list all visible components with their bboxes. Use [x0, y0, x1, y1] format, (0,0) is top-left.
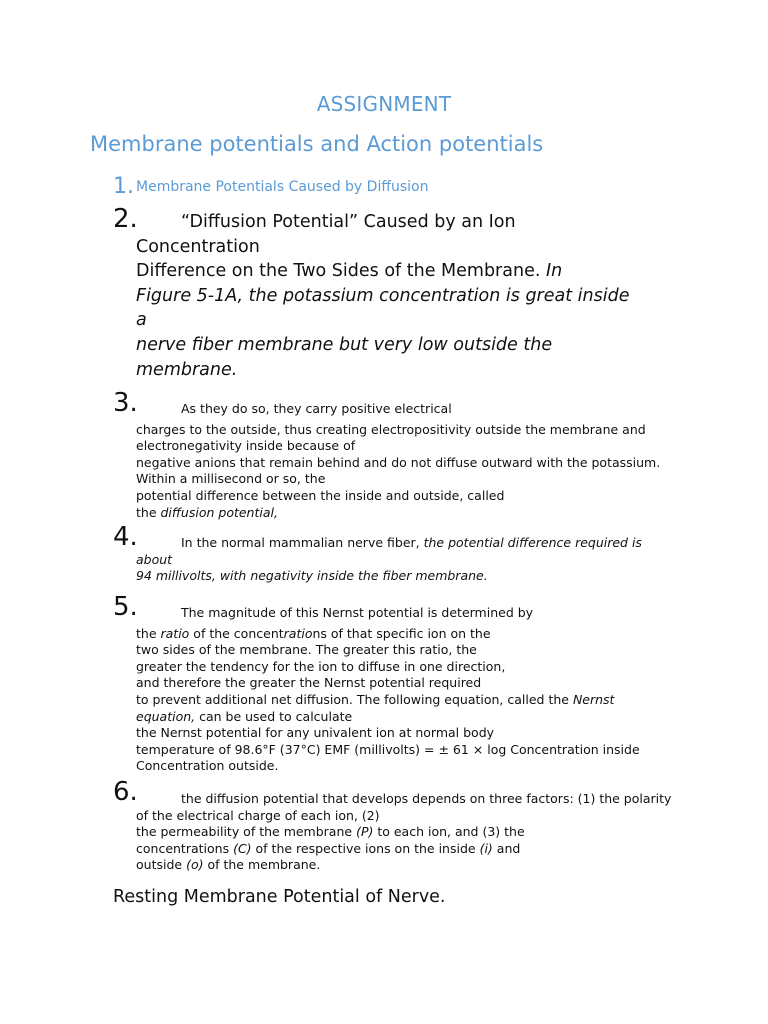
item-line [136, 626, 640, 643]
section-heading: Resting Membrane Potential of Nerve. [113, 887, 446, 907]
item-number: 6. [113, 777, 138, 807]
item-text [136, 210, 629, 382]
item-line: Membrane Potentials Caused by Diffusion [136, 179, 429, 195]
item-line-italic: membrane. [136, 359, 238, 380]
item-line-italic: (P) [356, 824, 374, 840]
item-line: Concentration outside. [136, 758, 279, 774]
item-line [136, 308, 629, 333]
item-line-text: outside (o) of the membrane. [136, 857, 321, 873]
item-line-italic: Figure 5-1A, the potassium concentration is great inside [136, 285, 630, 306]
item-line-italic: (i) [479, 840, 493, 856]
item-number: 1. [113, 174, 134, 199]
item-line: the diffusion potential that develops depends on three factors: (1) the polarity [181, 791, 672, 806]
item-line [136, 857, 671, 874]
item-line: and therefore the greater the Nernst potential required [136, 675, 482, 691]
item-line-text: the ratio of the concentrations of that specific ion on the [136, 625, 491, 641]
document-title: ASSIGNMENT [316, 92, 452, 116]
item-line-italic: Nernst [572, 691, 615, 707]
item-line: two sides of the membrane. The greater this ratio, the [136, 642, 477, 658]
item-line: Within a millisecond or so, the [136, 471, 326, 487]
document-subtitle: Membrane potentials and Action potentials [90, 132, 544, 156]
item-line [136, 333, 629, 358]
item-line-italic: (C) [233, 840, 252, 856]
item-line-italic: equation, [136, 708, 196, 724]
item-line: The magnitude of this Nernst potential is determined by [181, 605, 534, 620]
item-line-italic: the potential difference required is [423, 535, 642, 550]
item-line [136, 259, 629, 284]
item-line-text: Difference on the Two Sides of the Membrane. In [136, 261, 563, 282]
item-line: greater the tendency for the ion to diffuse in one direction, [136, 658, 506, 674]
item-line [136, 358, 629, 383]
item-line [136, 568, 642, 585]
item-line [136, 824, 671, 841]
item-line: charges to the outside, thus creating electropositivity outside the membrane and [136, 421, 646, 437]
item-line [136, 535, 642, 552]
item-text [136, 535, 642, 585]
item-line: temperature of 98.6°F (37°C) EMF (millivolts) = ± 61 × log Concentration inside [136, 741, 640, 757]
item-number: 4. [113, 522, 138, 552]
item-line-text: equation, can be used to calculate [136, 708, 353, 724]
item-line-italic: (o) [186, 857, 204, 873]
item-text [136, 179, 428, 195]
item-line: potential difference between the inside and outside, called [136, 487, 505, 503]
item-line-italic: In [545, 261, 563, 282]
item-line [136, 505, 660, 522]
item-text [136, 605, 640, 775]
item-number: 5. [113, 592, 138, 622]
item-line [136, 284, 629, 309]
item-line-italic: ratio [160, 625, 190, 641]
item-number: 3. [113, 388, 138, 418]
item-line [136, 692, 640, 709]
item-line-text: concentrations (C) of the respective ions on the inside (i) and [136, 840, 521, 856]
item-line-italic: ratio [283, 625, 313, 641]
item-line: electronegativity inside because of [136, 438, 356, 454]
item-line-text: the diffusion potential, [136, 504, 278, 520]
item-line-italic: diffusion potential, [160, 504, 278, 520]
item-line [136, 552, 642, 569]
item-line-text: In the normal mammalian nerve fiber, the potential difference required is [181, 535, 642, 550]
item-line: Concentration [136, 236, 260, 257]
item-line-italic: about [136, 551, 173, 567]
item-line: As they do so, they carry positive electrical [181, 401, 452, 416]
item-line-italic: 94 millivolts, with negativity inside the fiber membrane. [136, 568, 488, 584]
item-line: of the electrical charge of each ion, (2) [136, 807, 380, 823]
item-line: the Nernst potential for any univalent ion at normal body [136, 725, 495, 741]
item-line [136, 709, 640, 726]
item-line [136, 841, 671, 858]
item-line: negative anions that remain behind and do not diffuse outward with the potassium. [136, 454, 661, 470]
item-text [136, 791, 671, 874]
item-line: “Diffusion Potential” Caused by an Ion [181, 212, 516, 232]
item-line-italic: nerve fiber membrane but very low outside the [136, 334, 553, 355]
item-line-text: the permeability of the membrane (P) to each ion, and (3) the [136, 824, 525, 840]
item-line-italic: a [136, 310, 147, 331]
item-text [136, 401, 660, 521]
item-number: 2. [113, 204, 138, 234]
item-line-text: to prevent additional net diffusion. The following equation, called the Nernst [136, 691, 615, 707]
